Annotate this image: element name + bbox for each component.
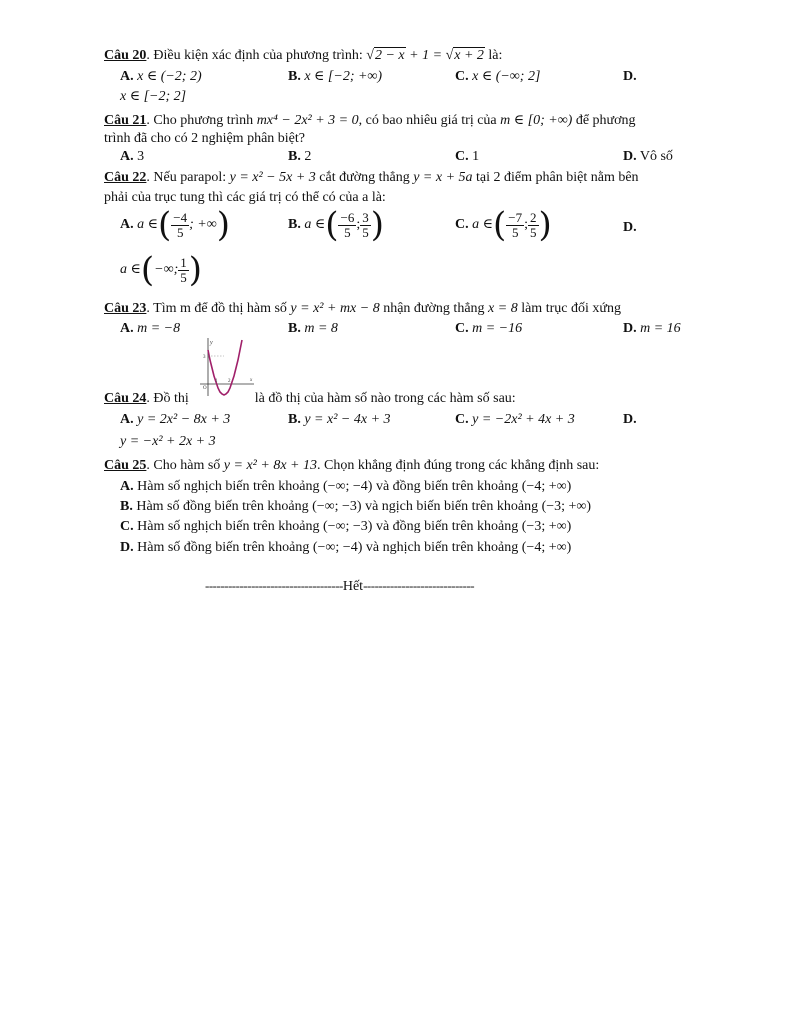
- origin-label: O: [203, 386, 207, 391]
- option-b: B. x ∈ [−2; +∞): [288, 69, 383, 84]
- parabola-curve: [208, 340, 242, 395]
- option-c: C. m = −16: [455, 321, 523, 336]
- question-label: Câu 25: [104, 458, 147, 473]
- question-24: Câu 24. Đồ thị là đồ thị của hàm số nào trong các hàm số sau:: [104, 391, 516, 406]
- option-a: A. Hàm số nghịch biến trên khoảng (−∞; −4) và đồng biến trên khoảng (−4; +∞): [120, 479, 572, 494]
- option-d-text: x ∈ [−2; 2]: [120, 89, 187, 104]
- question-label: Câu 24: [104, 391, 147, 406]
- option-c: C. x ∈ (−∞; 2]: [455, 69, 541, 84]
- option-a: A. a ∈( $\frac{-4}{5}$ ; +∞): [120, 205, 230, 245]
- question-label: Câu 23: [104, 301, 147, 316]
- question-label: Câu 20: [104, 48, 147, 63]
- option-d: D. Vô số: [623, 149, 673, 164]
- option-c: C. 1: [455, 149, 480, 164]
- question-23: Câu 23. Tìm m để đồ thị hàm số y = x² + mx − 8 nhận đường thẳng x = 8 làm trục đối xứng: [104, 301, 621, 316]
- tick-3: 3: [203, 355, 206, 360]
- option-d: D.: [623, 69, 637, 84]
- question-label: Câu 21: [104, 113, 147, 128]
- option-b: B. 2: [288, 149, 312, 164]
- option-d: D. m = 16: [623, 321, 681, 336]
- option-b: B. m = 8: [288, 321, 338, 336]
- option-d: D. Hàm số đồng biến trên khoảng (−∞; −4) và nghịch biến trên khoảng (−4; +∞): [120, 540, 572, 555]
- option-d: D.: [623, 412, 637, 427]
- option-c: C. a ∈( $\frac{-7}{5}$ ; $\frac{2}{5}$ ): [455, 205, 552, 245]
- option-c: C. Hàm số nghịch biến trên khoảng (−∞; −3) và đồng biến trên khoảng (−3; +∞): [120, 519, 572, 534]
- end-marker: ------------------------------------Hết-----------------------------: [205, 578, 475, 594]
- option-c: C. y = −2x² + 4x + 3: [455, 412, 575, 427]
- option-a: A. y = 2x² − 8x + 3: [120, 412, 231, 427]
- question-25: Câu 25. Cho hàm số y = x² + 8x + 13. Chọn khẳng định đúng trong các khẳng định sau:: [104, 458, 600, 473]
- option-a: A. x ∈ (−2; 2): [120, 69, 202, 84]
- question-21: Câu 21. Cho phương trình mx⁴ − 2x² + 3 = 0, có bao nhiêu giá trị của m ∈ [0; +∞) để phương: [104, 113, 636, 128]
- option-d-text: a ∈(−∞; $\frac{1}{5}$ ): [120, 250, 202, 290]
- y-label: y: [210, 340, 213, 346]
- x-label: x: [250, 378, 253, 383]
- question-22-line2: phải của trục tung thì các giá trị có thể có của a là:: [104, 190, 386, 205]
- option-a: A. 3: [120, 149, 145, 164]
- option-d: D.: [623, 220, 637, 235]
- parabola-graph: [196, 336, 256, 398]
- question-20: Câu 20. Điều kiện xác định của phương trình: √2 − x + 1 = √x + 2 là:: [104, 48, 503, 63]
- option-a: A. m = −8: [120, 321, 181, 336]
- option-d-text: y = −x² + 2x + 3: [120, 434, 216, 449]
- question-21-line2: trình đã cho có 2 nghiệm phân biệt?: [104, 131, 305, 146]
- tick-1: 1: [215, 379, 218, 384]
- question-label: Câu 22: [104, 170, 147, 185]
- option-b: B. a ∈( $\frac{-6}{5}$ ; $\frac{3}{5}$ ): [288, 205, 384, 245]
- tick-2: 2: [228, 379, 231, 384]
- option-b: B. y = x² − 4x + 3: [288, 412, 391, 427]
- question-22: Câu 22. Nếu parapol: y = x² − 5x + 3 cắt đường thẳng y = x + 5a tại 2 điểm phân biệt nằm bên: [104, 170, 639, 185]
- option-b: B. Hàm số đồng biến trên khoảng (−∞; −3) và ngịch biến biến trên khoảng (−3; +∞): [120, 499, 592, 514]
